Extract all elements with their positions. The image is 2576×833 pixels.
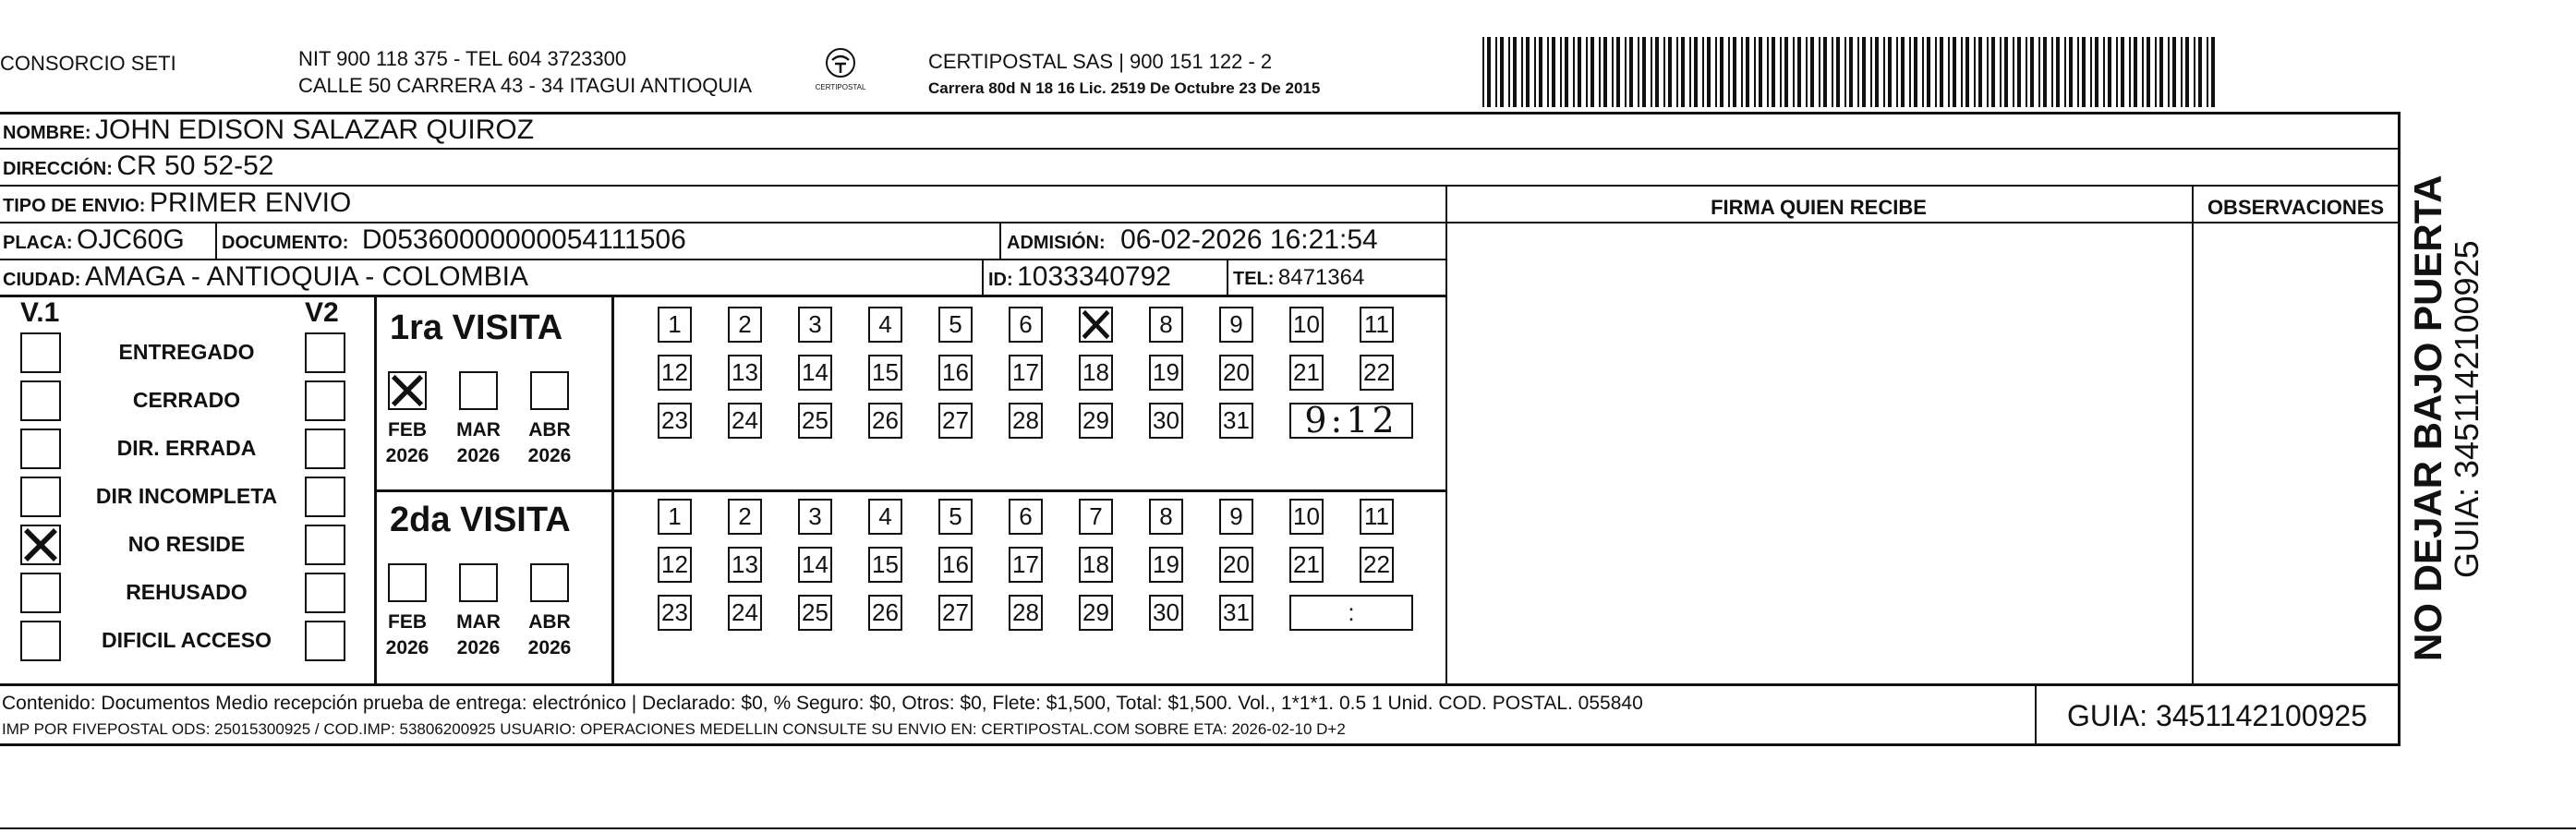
day-box[interactable]: 6 bbox=[1009, 307, 1043, 343]
day-box[interactable]: 11 bbox=[1360, 307, 1394, 343]
day-box[interactable]: 23 bbox=[658, 595, 692, 631]
barcode-bar bbox=[1586, 37, 1588, 107]
month-year: 2026 bbox=[456, 445, 501, 466]
footer-guia: GUIA: 3451142100925 bbox=[2067, 699, 2367, 732]
side-guia: GUIA: 3451142100925 bbox=[2448, 240, 2485, 578]
documento-field bbox=[222, 224, 686, 256]
v1-label: V.1 bbox=[20, 297, 60, 328]
month-name: ABR bbox=[528, 419, 571, 441]
barcode-bar bbox=[2121, 37, 2124, 107]
barcode-bar bbox=[1539, 37, 1542, 107]
day-box[interactable]: 26 bbox=[868, 403, 902, 439]
day-box[interactable]: 28 bbox=[1009, 403, 1043, 439]
barcode-bar bbox=[1780, 37, 1782, 107]
logo-text: CERTIPOSTAL bbox=[815, 83, 866, 91]
barcode-bar bbox=[1676, 37, 1678, 107]
no-dejar-bajo-puerta: NO DEJAR BAJO PUERTA bbox=[2406, 175, 2449, 661]
day-box[interactable]: 3 bbox=[798, 307, 832, 343]
barcode-bar bbox=[2181, 37, 2183, 107]
month-year: 2026 bbox=[527, 637, 572, 658]
day-box[interactable]: 21 bbox=[1289, 355, 1324, 391]
barcode-bar bbox=[2064, 37, 2066, 107]
barcode-bar bbox=[1720, 37, 1723, 107]
barcode-bar bbox=[1857, 37, 1859, 107]
barcode-bar bbox=[1741, 37, 1743, 107]
barcode-bar bbox=[1552, 37, 1555, 107]
barcode-bar bbox=[1612, 37, 1614, 107]
barcode-bar bbox=[1728, 37, 1730, 107]
day-box[interactable]: 28 bbox=[1009, 595, 1043, 631]
barcode-bar bbox=[2082, 37, 2086, 107]
barcode-bar bbox=[1819, 37, 1820, 107]
barcode-bar bbox=[1987, 37, 1989, 107]
month-label bbox=[380, 417, 435, 469]
admision-label: ADMISIÓN: bbox=[1007, 233, 1106, 253]
status-label: DIFICIL ACCESO bbox=[101, 628, 272, 652]
barcode-bar bbox=[1793, 37, 1795, 107]
day-box[interactable]: 25 bbox=[798, 595, 832, 631]
barcode-bar bbox=[1849, 37, 1853, 107]
day-box[interactable]: 17 bbox=[1009, 355, 1043, 391]
barcode-bar bbox=[1759, 37, 1762, 107]
barcode-bar bbox=[1888, 37, 1892, 107]
day-box[interactable]: 31 bbox=[1219, 595, 1253, 631]
barcode-bar bbox=[1875, 37, 1879, 107]
barcode-bar bbox=[1754, 37, 1756, 107]
barcode-bar bbox=[2038, 37, 2040, 107]
status-label: DIR INCOMPLETA bbox=[95, 484, 278, 508]
barcode-bar bbox=[1914, 37, 1917, 107]
ciudad-label: CIUDAD: bbox=[3, 270, 81, 290]
tel-label: TEL: bbox=[1233, 269, 1275, 289]
day-box[interactable]: 24 bbox=[728, 595, 762, 631]
barcode-bar bbox=[1940, 37, 1943, 107]
barcode-bar bbox=[2004, 37, 2008, 107]
barcode-bar bbox=[1599, 37, 1601, 107]
nombre-value: JOHN EDISON SALAZAR QUIROZ bbox=[95, 115, 535, 145]
barcode-bar bbox=[2108, 37, 2111, 107]
barcode-bar bbox=[1922, 37, 1924, 107]
barcode-bar bbox=[2030, 37, 2034, 107]
month-label bbox=[380, 610, 435, 661]
admision-value: 06-02-2026 16:21:54 bbox=[1120, 224, 1378, 255]
barcode-bar bbox=[1844, 37, 1846, 107]
barcode bbox=[1482, 37, 2221, 107]
day-box[interactable]: 2 bbox=[728, 499, 762, 535]
address-line: CALLE 50 CARRERA 43 - 34 ITAGUI ANTIOQUIA bbox=[298, 74, 753, 97]
day-box[interactable]: 21 bbox=[1289, 547, 1324, 583]
barcode-bar bbox=[1625, 37, 1627, 107]
barcode-bar bbox=[2095, 37, 2098, 107]
documento-label: DOCUMENTO: bbox=[222, 233, 349, 253]
month-year: 2026 bbox=[385, 445, 429, 466]
day-box[interactable]: 10 bbox=[1289, 307, 1324, 343]
barcode-bar bbox=[2142, 37, 2144, 107]
barcode-bar bbox=[1487, 37, 1491, 107]
time-box[interactable]: : bbox=[1289, 595, 1413, 631]
barcode-bar bbox=[1565, 37, 1568, 107]
month-checkbox[interactable] bbox=[459, 371, 498, 410]
barcode-bar bbox=[1547, 37, 1549, 107]
tipo-envio-label: TIPO DE ENVIO: bbox=[3, 196, 146, 216]
barcode-bar bbox=[1927, 37, 1930, 107]
barcode-bar bbox=[2043, 37, 2047, 107]
placa-field bbox=[3, 224, 185, 256]
barcode-bar bbox=[2159, 37, 2163, 107]
barcode-bar bbox=[1797, 37, 1801, 107]
nombre-row bbox=[3, 115, 534, 146]
barcode-bar bbox=[1590, 37, 1594, 107]
day-box[interactable]: 23 bbox=[658, 403, 692, 439]
barcode-bar bbox=[1616, 37, 1620, 107]
day-box[interactable]: 4 bbox=[868, 499, 902, 535]
day-box[interactable]: 13 bbox=[728, 547, 762, 583]
certipostal-line: CERTIPOSTAL SAS | 900 151 122 - 2 bbox=[928, 50, 1273, 73]
barcode-bar bbox=[2185, 37, 2189, 107]
barcode-bar bbox=[2051, 37, 2053, 107]
day-box[interactable]: 16 bbox=[938, 547, 973, 583]
company-name: CONSORCIO SETI bbox=[0, 52, 176, 75]
barcode-bar bbox=[2155, 37, 2157, 107]
day-box[interactable]: 30 bbox=[1149, 595, 1183, 631]
barcode-bar bbox=[1495, 37, 1497, 107]
day-box[interactable]: 29 bbox=[1079, 595, 1113, 631]
barcode-bar bbox=[1965, 37, 1969, 107]
day-box[interactable]: 18 bbox=[1079, 547, 1113, 583]
month-label bbox=[522, 610, 577, 661]
month-label bbox=[451, 610, 506, 661]
imp-line: IMP POR FIVEPOSTAL ODS: 25015300925 / COD.IMP: 53806200925 USUARIO: OPERACIONES MEDELLIN CONSULTE SU ENVIO EN: CERTIPOSTAL.COM SOBRE ETA: 2026-02-10 D+2 bbox=[2, 720, 1346, 738]
barcode-bar bbox=[2134, 37, 2137, 107]
day-box[interactable]: 8 bbox=[1149, 307, 1183, 343]
barcode-bar bbox=[2069, 37, 2073, 107]
ciudad-value: AMAGA - ANTIOQUIA - COLOMBIA bbox=[84, 261, 528, 292]
barcode-bar bbox=[2194, 37, 2195, 107]
day-box[interactable]: 6 bbox=[1009, 499, 1043, 535]
month-label bbox=[522, 417, 577, 469]
barcode-bar bbox=[1521, 37, 1523, 107]
tel-field bbox=[1233, 265, 1364, 291]
barcode-bar bbox=[1573, 37, 1575, 107]
barcode-bar bbox=[1862, 37, 1866, 107]
visit-title: 2da VISITA bbox=[390, 501, 571, 539]
day-box[interactable]: 3 bbox=[798, 499, 832, 535]
day-box[interactable]: 4 bbox=[868, 307, 902, 343]
barcode-bar bbox=[1901, 37, 1905, 107]
barcode-bar bbox=[1651, 37, 1652, 107]
barcode-bar bbox=[1746, 37, 1749, 107]
month-name: MAR bbox=[456, 419, 501, 441]
barcode-bar bbox=[1832, 37, 1833, 107]
certipostal-logo bbox=[813, 44, 868, 96]
barcode-bar bbox=[1702, 37, 1704, 107]
barcode-bar bbox=[1806, 37, 1808, 107]
day-box[interactable]: 25 bbox=[798, 403, 832, 439]
day-box[interactable]: 1 bbox=[658, 307, 692, 343]
day-box[interactable]: 9 bbox=[1219, 307, 1253, 343]
barcode-bar bbox=[1991, 37, 1995, 107]
barcode-bar bbox=[1642, 37, 1646, 107]
barcode-bar bbox=[1909, 37, 1911, 107]
barcode-bar bbox=[2000, 37, 2002, 107]
barcode-bar bbox=[1707, 37, 1711, 107]
barcode-bar bbox=[2147, 37, 2150, 107]
visit-title: 1ra VISITA bbox=[390, 308, 563, 347]
day-box[interactable]: 2 bbox=[728, 307, 762, 343]
barcode-bar bbox=[2090, 37, 2092, 107]
barcode-bar bbox=[1638, 37, 1639, 107]
day-box[interactable]: 12 bbox=[658, 547, 692, 583]
month-name: MAR bbox=[456, 611, 501, 633]
time-box[interactable]: 9:12 bbox=[1289, 403, 1413, 439]
day-box[interactable] bbox=[1079, 307, 1113, 343]
month-checkbox[interactable] bbox=[388, 371, 427, 410]
barcode-bar bbox=[1655, 37, 1659, 107]
barcode-bar bbox=[1810, 37, 1814, 107]
day-box[interactable]: 22 bbox=[1360, 547, 1394, 583]
day-box[interactable]: 12 bbox=[658, 355, 692, 391]
month-checkbox[interactable] bbox=[530, 371, 569, 410]
status-label: DIR. ERRADA bbox=[116, 436, 257, 460]
day-box[interactable]: 20 bbox=[1219, 547, 1253, 583]
month-checkbox[interactable] bbox=[530, 563, 569, 602]
barcode-bar bbox=[1823, 37, 1827, 107]
barcode-bar bbox=[2077, 37, 2079, 107]
direccion-value: CR 50 52-52 bbox=[116, 151, 274, 181]
observaciones-header: OBSERVACIONES bbox=[2207, 196, 2385, 219]
day-box[interactable]: 31 bbox=[1219, 403, 1253, 439]
barcode-bar bbox=[2172, 37, 2176, 107]
barcode-bar bbox=[1953, 37, 1956, 107]
barcode-bar bbox=[2129, 37, 2131, 107]
barcode-bar bbox=[1772, 37, 1775, 107]
barcode-bar bbox=[1663, 37, 1665, 107]
barcode-bar bbox=[1694, 37, 1698, 107]
day-box[interactable]: 13 bbox=[728, 355, 762, 391]
barcode-bar bbox=[1603, 37, 1607, 107]
barcode-bar bbox=[1767, 37, 1769, 107]
day-box[interactable]: 10 bbox=[1289, 499, 1324, 535]
barcode-bar bbox=[1482, 37, 1484, 107]
barcode-bar bbox=[1836, 37, 1840, 107]
day-box[interactable]: 16 bbox=[938, 355, 973, 391]
barcode-bar bbox=[2103, 37, 2105, 107]
day-box[interactable]: 24 bbox=[728, 403, 762, 439]
month-year: 2026 bbox=[385, 637, 429, 658]
barcode-bar bbox=[2017, 37, 2021, 107]
placa-label: PLACA: bbox=[3, 233, 73, 253]
barcode-bar bbox=[1689, 37, 1691, 107]
day-box[interactable]: 30 bbox=[1149, 403, 1183, 439]
month-name: ABR bbox=[528, 611, 571, 633]
barcode-bar bbox=[1896, 37, 1898, 107]
tipo-envio-value: PRIMER ENVIO bbox=[149, 187, 352, 218]
status-label: ENTREGADO bbox=[118, 340, 255, 364]
placa-value: OJC60G bbox=[77, 224, 185, 255]
resolution-line: Carrera 80d N 18 16 Lic. 2519 De Octubre 23 De 2015 bbox=[928, 79, 1321, 97]
barcode-bar bbox=[2026, 37, 2027, 107]
barcode-bar bbox=[1534, 37, 1536, 107]
day-box[interactable]: 5 bbox=[938, 307, 973, 343]
barcode-bar bbox=[1978, 37, 1982, 107]
barcode-bar bbox=[1560, 37, 1562, 107]
month-checkbox[interactable] bbox=[388, 563, 427, 602]
day-box[interactable]: 19 bbox=[1149, 547, 1183, 583]
id-label: ID: bbox=[988, 270, 1013, 290]
barcode-bar bbox=[2211, 37, 2215, 107]
tipo-envio-row bbox=[3, 187, 351, 219]
day-box[interactable]: 14 bbox=[798, 355, 832, 391]
firma-header: FIRMA QUIEN RECIBE bbox=[1711, 196, 1927, 219]
day-box[interactable]: 7 bbox=[1079, 499, 1113, 535]
barcode-bar bbox=[1578, 37, 1581, 107]
day-box[interactable]: 5 bbox=[938, 499, 973, 535]
month-year: 2026 bbox=[456, 637, 501, 658]
direccion-label: DIRECCIÓN: bbox=[3, 159, 113, 179]
day-box[interactable]: 15 bbox=[868, 547, 902, 583]
status-label: CERRADO bbox=[132, 388, 241, 412]
barcode-bar bbox=[2116, 37, 2118, 107]
admision-field bbox=[1007, 224, 1378, 256]
documento-value: D05360000000054111506 bbox=[361, 224, 686, 255]
barcode-bar bbox=[1935, 37, 1937, 107]
contenido-line: Contenido: Documentos Medio recepción prueba de entrega: electrónico | Declarado: $0, % Seguro: $0, Otros: $0, Flete: $1,500, Total: $1,500. Vol., 1*1*1. 0.5 1 Unid. COD. POSTAL. 055840 bbox=[2, 693, 1643, 714]
day-box[interactable]: 29 bbox=[1079, 403, 1113, 439]
status-label: REHUSADO bbox=[126, 580, 248, 604]
nit-phone-line: NIT 900 118 375 - TEL 604 3723300 bbox=[298, 47, 627, 70]
tel-value: 8471364 bbox=[1277, 265, 1365, 290]
barcode-bar bbox=[1784, 37, 1788, 107]
v2-label: V2 bbox=[305, 297, 339, 328]
day-box[interactable]: 15 bbox=[868, 355, 902, 391]
day-box[interactable]: 27 bbox=[938, 403, 973, 439]
day-box[interactable]: 11 bbox=[1360, 499, 1394, 535]
month-label bbox=[451, 417, 506, 469]
barcode-bar bbox=[2056, 37, 2060, 107]
nombre-label: NOMBRE: bbox=[3, 123, 91, 143]
barcode-bar bbox=[2198, 37, 2202, 107]
month-checkbox[interactable] bbox=[459, 563, 498, 602]
day-box[interactable]: 17 bbox=[1009, 547, 1043, 583]
barcode-bar bbox=[1733, 37, 1736, 107]
day-box[interactable]: 8 bbox=[1149, 499, 1183, 535]
barcode-bar bbox=[1948, 37, 1950, 107]
direccion-row bbox=[3, 151, 273, 182]
status-label: NO RESIDE bbox=[127, 532, 246, 556]
day-box[interactable]: 9 bbox=[1219, 499, 1253, 535]
day-box[interactable]: 1 bbox=[658, 499, 692, 535]
barcode-bar bbox=[1974, 37, 1976, 107]
id-field bbox=[988, 261, 1171, 293]
barcode-bar bbox=[1513, 37, 1517, 107]
barcode-bar bbox=[1715, 37, 1717, 107]
day-box[interactable]: 26 bbox=[868, 595, 902, 631]
barcode-bar bbox=[1500, 37, 1504, 107]
barcode-bar bbox=[2168, 37, 2170, 107]
month-name: FEB bbox=[388, 611, 427, 633]
barcode-bar bbox=[1681, 37, 1685, 107]
barcode-bar bbox=[1668, 37, 1672, 107]
barcode-bar bbox=[1961, 37, 1963, 107]
id-value: 1033340792 bbox=[1017, 261, 1171, 292]
month-year: 2026 bbox=[527, 445, 572, 466]
day-box[interactable]: 27 bbox=[938, 595, 973, 631]
day-box[interactable]: 22 bbox=[1360, 355, 1394, 391]
barcode-bar bbox=[2207, 37, 2208, 107]
day-box[interactable]: 18 bbox=[1079, 355, 1113, 391]
barcode-bar bbox=[1526, 37, 1530, 107]
barcode-bar bbox=[1629, 37, 1633, 107]
barcode-bar bbox=[1870, 37, 1872, 107]
day-box[interactable]: 19 bbox=[1149, 355, 1183, 391]
day-box[interactable]: 20 bbox=[1219, 355, 1253, 391]
ciudad-field bbox=[3, 261, 528, 293]
barcode-bar bbox=[1883, 37, 1885, 107]
barcode-bar bbox=[2013, 37, 2014, 107]
day-box[interactable]: 14 bbox=[798, 547, 832, 583]
month-name: FEB bbox=[388, 419, 427, 441]
barcode-bar bbox=[1508, 37, 1510, 107]
